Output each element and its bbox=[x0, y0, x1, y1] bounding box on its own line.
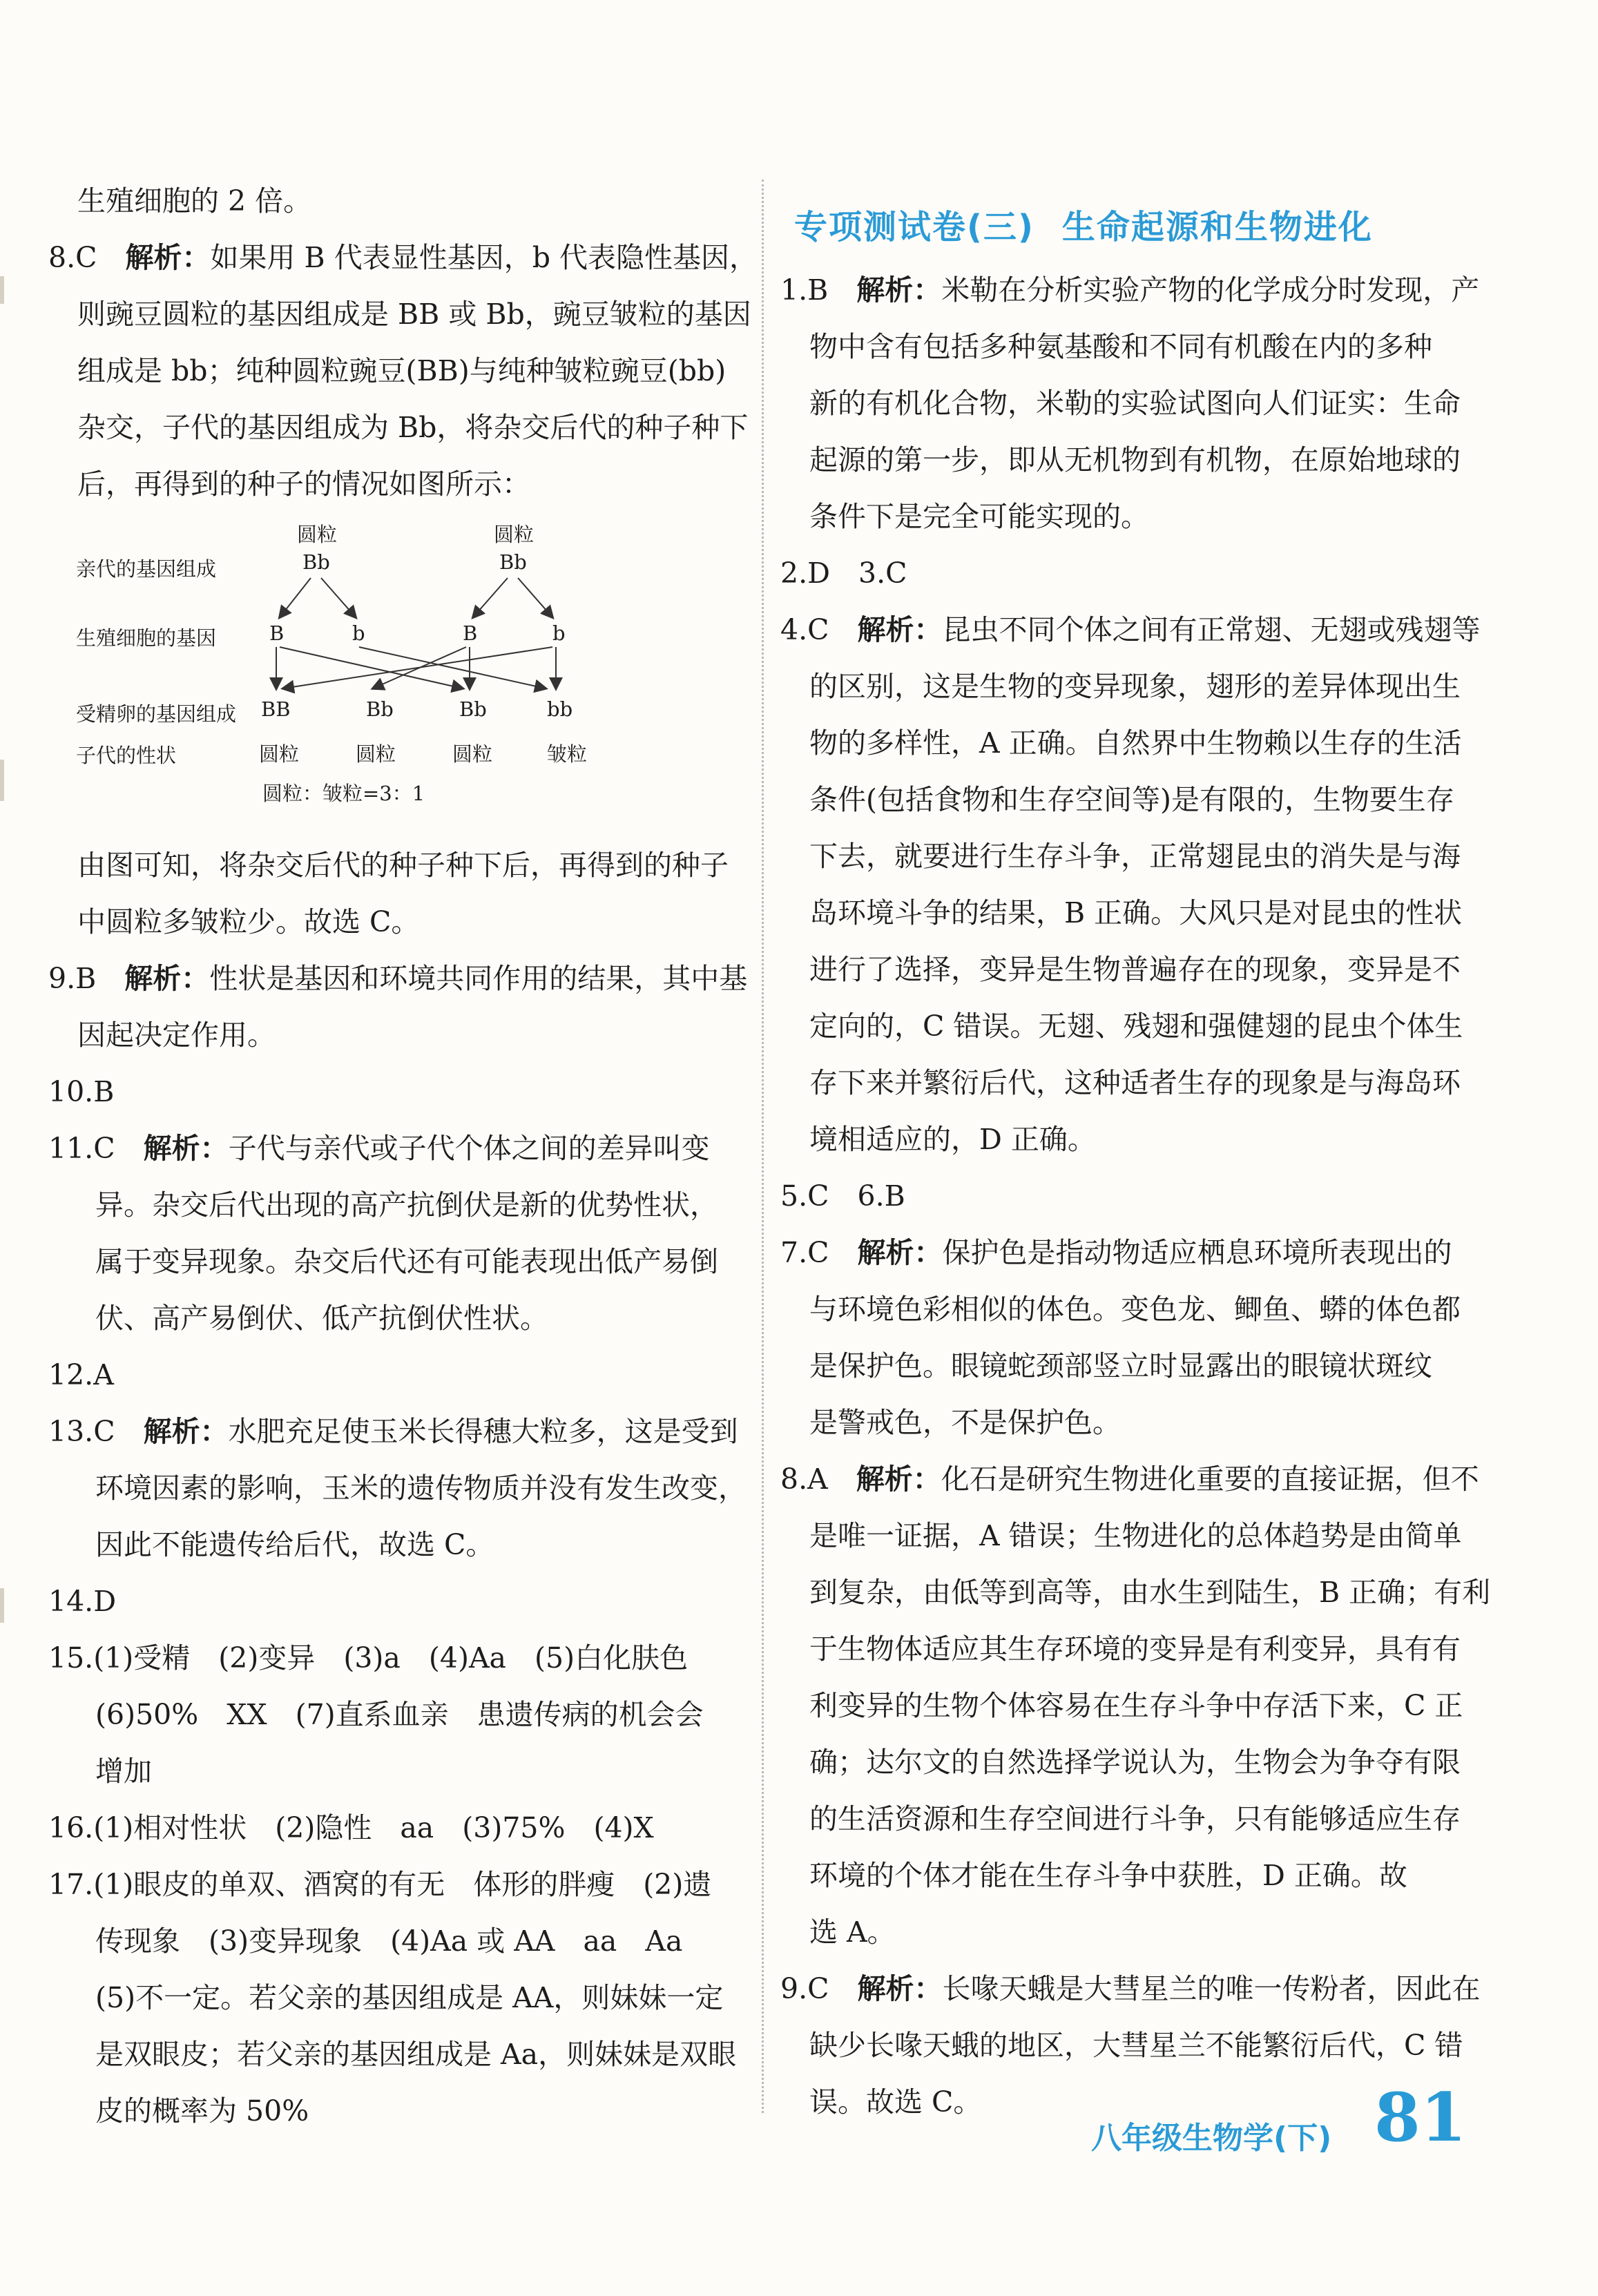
analysis-label: 解析： bbox=[856, 1463, 941, 1496]
answer-16: 16.(1)相对性状 (2)隐性 aa (3)75% (4)X bbox=[48, 1811, 654, 1844]
answer-text: 物中含有包括多种氨基酸和不同有机酸在内的多种 bbox=[809, 330, 1432, 363]
answer-text: 15.(1)受精 (2)变异 (3)a (4)Aa (5)白化肤色 bbox=[48, 1641, 689, 1675]
answer-text: 存下来并繁衍后代，这种适者生存的现象是与海岛环 bbox=[809, 1066, 1461, 1099]
answer-text: 误。故选 C。 bbox=[809, 2085, 982, 2119]
answer-text: 的生活资源和生存空间进行斗争，只有能够适应生存 bbox=[809, 1802, 1461, 1835]
gamete: b bbox=[352, 621, 365, 645]
arrow bbox=[280, 647, 463, 688]
analysis-label: 解析： bbox=[856, 273, 942, 307]
analysis-label: 解析： bbox=[143, 1415, 229, 1448]
answer-text: 进行了选择，变异是生物普遍存在的现象，变异是不 bbox=[809, 953, 1461, 986]
answer-text: 17.(1)眼皮的单双、酒窝的有无 体形的胖瘦 (2)遗 bbox=[48, 1868, 712, 1901]
answer-text: 保护色是指动物适应栖息环境所表现出的 bbox=[942, 1236, 1452, 1269]
answer-5-6: 5.C 6.B bbox=[780, 1179, 905, 1213]
answer-text: 后，再得到的种子的情况如图所示： bbox=[77, 467, 530, 501]
answer-number: 9.C bbox=[780, 1972, 829, 2005]
answer-2-3: 2.D 3.C bbox=[780, 557, 907, 590]
arrow bbox=[321, 578, 356, 617]
answer-text: 组成是 bb；纯种圆粒豌豆(BB)与纯种皱粒豌豆(bb) bbox=[77, 354, 726, 387]
answer-text: 长喙天蛾是大彗星兰的唯一传粉者，因此在 bbox=[942, 1972, 1481, 2005]
answer-text: 皮的概率为 50% bbox=[95, 2094, 309, 2128]
zygote-genotype: BB bbox=[261, 697, 291, 721]
section-title-number: 专项测试卷(三) bbox=[794, 208, 1034, 247]
zygote-genotype: bb bbox=[547, 697, 573, 721]
answer-text: 杂交，子代的基因组成为 Bb，将杂交后代的种子种下 bbox=[77, 411, 749, 444]
left-column bbox=[48, 173, 758, 2139]
answer-text: 昆虫不同个体之间有正常翅、无翅或残翅等 bbox=[942, 613, 1481, 646]
answer-text: 定向的，C 错误。无翅、残翅和强健翅的昆虫个体生 bbox=[809, 1010, 1463, 1043]
answer-8 bbox=[780, 1451, 1491, 1960]
answer-4 bbox=[780, 601, 1481, 1168]
answer-text: 物的多样性，A 正确。自然界中生物赖以生存的生活 bbox=[809, 726, 1462, 760]
section-title bbox=[794, 200, 1474, 248]
answer-number: 4.C bbox=[780, 613, 829, 646]
right-column bbox=[780, 173, 1491, 2130]
row-label: 子代的性状 bbox=[76, 744, 177, 767]
answer-text: 米勒在分析实验产物的化学成分时发现，产 bbox=[941, 273, 1480, 307]
answer-text: (6)50% XX (7)直系血亲 患遗传病的机会会 bbox=[95, 1698, 704, 1731]
edge-mark bbox=[0, 276, 4, 304]
answer-text: 新的有机化合物，米勒的实验试图向人们证实：生命 bbox=[809, 387, 1461, 420]
ratio-label: 圆粒：皱粒=3：1 bbox=[262, 782, 425, 805]
gamete: B bbox=[269, 621, 285, 645]
row-label: 生殖细胞的基因 bbox=[76, 626, 217, 650]
answer-text: 下去，就要进行生存斗争，正常翅昆虫的消失是与海 bbox=[809, 840, 1461, 873]
answer-text: 性状是基因和环境共同作用的结果，其中基 bbox=[209, 962, 748, 995]
zygote-genotype: Bb bbox=[366, 697, 394, 721]
answer-11 bbox=[48, 1120, 742, 1347]
answer-text: 条件下是完全可能实现的。 bbox=[809, 500, 1149, 533]
gamete: b bbox=[552, 621, 566, 645]
section-title-topic: 生命起源和生物进化 bbox=[1061, 208, 1373, 247]
answer-text: 是警戒色，不是保护色。 bbox=[809, 1406, 1121, 1439]
answer-number: 8.A bbox=[780, 1463, 828, 1496]
answer-text: 属于变异现象。杂交后代还有可能表现出低产易倒 bbox=[95, 1245, 718, 1278]
offspring-trait: 圆粒 bbox=[356, 742, 396, 766]
answer-text: 环境的个体才能在生存斗争中获胜，D 正确。故 bbox=[809, 1859, 1407, 1892]
answer-14: 14.D bbox=[48, 1585, 117, 1618]
answer-1 bbox=[780, 262, 1480, 545]
answer-number: 7.C bbox=[780, 1236, 829, 1269]
zygote-genotype: Bb bbox=[459, 697, 487, 721]
gamete: B bbox=[463, 621, 478, 645]
answer-text: 如果用 B 代表显性基因，b 代表隐性基因， bbox=[210, 241, 758, 274]
arrow bbox=[473, 578, 508, 617]
answer-text: 是唯一证据，A 错误；生物进化的总体趋势是由简单 bbox=[809, 1519, 1462, 1552]
arrow bbox=[280, 578, 311, 617]
analysis-label: 解析： bbox=[857, 1972, 943, 2005]
answer-text: 利变异的生物个体容易在生存斗争中存活下来，C 正 bbox=[809, 1689, 1463, 1722]
answer-text: 伏、高产易倒伏、低产抗倒伏性状。 bbox=[95, 1302, 548, 1335]
answer-text: 由图可知，将杂交后代的种子种下后，再得到的种子 bbox=[77, 849, 729, 882]
answer-text: 子代与亲代或子代个体之间的差异叫变 bbox=[228, 1132, 710, 1165]
answer-text: 化石是研究生物进化重要的直接证据，但不 bbox=[941, 1463, 1479, 1496]
answer-9 bbox=[780, 1960, 1481, 2130]
answer-text: 选 A。 bbox=[809, 1916, 896, 1949]
offspring-trait: 圆粒 bbox=[452, 742, 493, 766]
answer-7 bbox=[780, 1224, 1474, 1451]
answer-8 bbox=[48, 229, 758, 512]
offspring-trait: 圆粒 bbox=[259, 742, 300, 766]
analysis-label: 解析： bbox=[857, 1236, 943, 1269]
parent-genotype: Bb bbox=[499, 550, 527, 574]
answer-text: 岛环境斗争的结果，B 正确。大风只是对昆虫的性状 bbox=[809, 896, 1463, 929]
edge-mark bbox=[0, 1588, 4, 1623]
row-label: 受精卵的基因组成 bbox=[76, 702, 237, 726]
answer-number: 1.B bbox=[780, 273, 829, 307]
answer-text: 是双眼皮；若父亲的基因组成是 Aa，则妹妹是双眼 bbox=[95, 2038, 737, 2071]
answer-number: 9.B bbox=[48, 962, 97, 995]
answer-text: 则豌豆圆粒的基因组成是 BB 或 Bb，豌豆皱粒的基因 bbox=[77, 298, 751, 331]
answer-number: 8.C bbox=[48, 241, 97, 274]
answer-text: 因此不能遗传给后代，故选 C。 bbox=[95, 1528, 494, 1561]
answer-10: 10.B bbox=[48, 1075, 115, 1108]
answer-text: 的区别，这是生物的变异现象，翅形的差异体现出生 bbox=[809, 670, 1461, 703]
answer-text: 到复杂，由低等到高等，由水生到陆生，B 正确；有利 bbox=[809, 1576, 1491, 1609]
answer-text: 环境因素的影响，玉米的遗传物质并没有发生改变， bbox=[95, 1472, 747, 1505]
continued-text: 生殖细胞的 2 倍。 bbox=[77, 184, 312, 218]
answer-17 bbox=[48, 1856, 742, 2139]
answer-text: 因起决定作用。 bbox=[77, 1019, 276, 1052]
edge-mark bbox=[0, 760, 4, 801]
answer-text: 增加 bbox=[95, 1755, 152, 1788]
analysis-label: 解析： bbox=[857, 613, 943, 646]
answer-text: 于生物体适应其生存环境的变异是有利变异，具有有 bbox=[809, 1632, 1461, 1666]
answer-15 bbox=[48, 1630, 742, 1800]
arrow bbox=[283, 647, 552, 688]
answer-text: 传现象 (3)变异现象 (4)Aa 或 AA aa Aa bbox=[95, 1924, 683, 1958]
parent-genotype: Bb bbox=[302, 550, 330, 574]
analysis-label: 解析： bbox=[124, 962, 210, 995]
analysis-label: 解析： bbox=[125, 241, 211, 274]
answer-text: 缺少长喙天蛾的地区，大彗星兰不能繁衍后代，C 错 bbox=[809, 2029, 1463, 2062]
answer-text: (5)不一定。若父亲的基因组成是 AA，则妹妹一定 bbox=[95, 1981, 724, 2014]
column-divider bbox=[762, 180, 764, 2113]
answer-text: 确；达尔文的自然选择学说认为，生物会为争夺有限 bbox=[809, 1746, 1461, 1779]
answer-text: 水肥充足使玉米长得穗大粒多，这是受到 bbox=[228, 1415, 738, 1448]
offspring-trait: 皱粒 bbox=[547, 742, 588, 766]
row-label: 亲代的基因组成 bbox=[76, 557, 217, 581]
analysis-label: 解析： bbox=[143, 1132, 229, 1165]
page-number: 81 bbox=[1374, 2078, 1467, 2157]
answer-text: 中圆粒多皱粒少。故选 C。 bbox=[77, 905, 420, 938]
answer-number: 11.C bbox=[48, 1132, 115, 1165]
genetics-diagram bbox=[76, 519, 697, 830]
answer-13 bbox=[48, 1403, 747, 1573]
answer-number: 13.C bbox=[48, 1415, 115, 1448]
answer-text: 异。杂交后代出现的高产抗倒伏是新的优势性状， bbox=[95, 1188, 718, 1222]
answer-12: 12.A bbox=[48, 1358, 114, 1391]
parent-trait: 圆粒 bbox=[494, 523, 535, 546]
answer-text: 条件(包括食物和生存空间等)是有限的，生物要生存 bbox=[809, 783, 1454, 816]
answer-9 bbox=[48, 950, 748, 1063]
arrow bbox=[518, 578, 552, 617]
answer-text: 是保护色。眼镜蛇颈部竖立时显露出的眼镜状斑纹 bbox=[809, 1349, 1432, 1382]
parent-trait: 圆粒 bbox=[297, 523, 338, 546]
answer-text: 与环境色彩相似的体色。变色龙、鲫鱼、蟒的体色都 bbox=[809, 1293, 1461, 1326]
answer-text: 境相适应的，D 正确。 bbox=[809, 1123, 1096, 1156]
footer-subject: 八年级生物学(下) bbox=[1091, 2121, 1332, 2156]
answer-text: 起源的第一步，即从无机物到有机物，在原始地球的 bbox=[809, 443, 1461, 476]
